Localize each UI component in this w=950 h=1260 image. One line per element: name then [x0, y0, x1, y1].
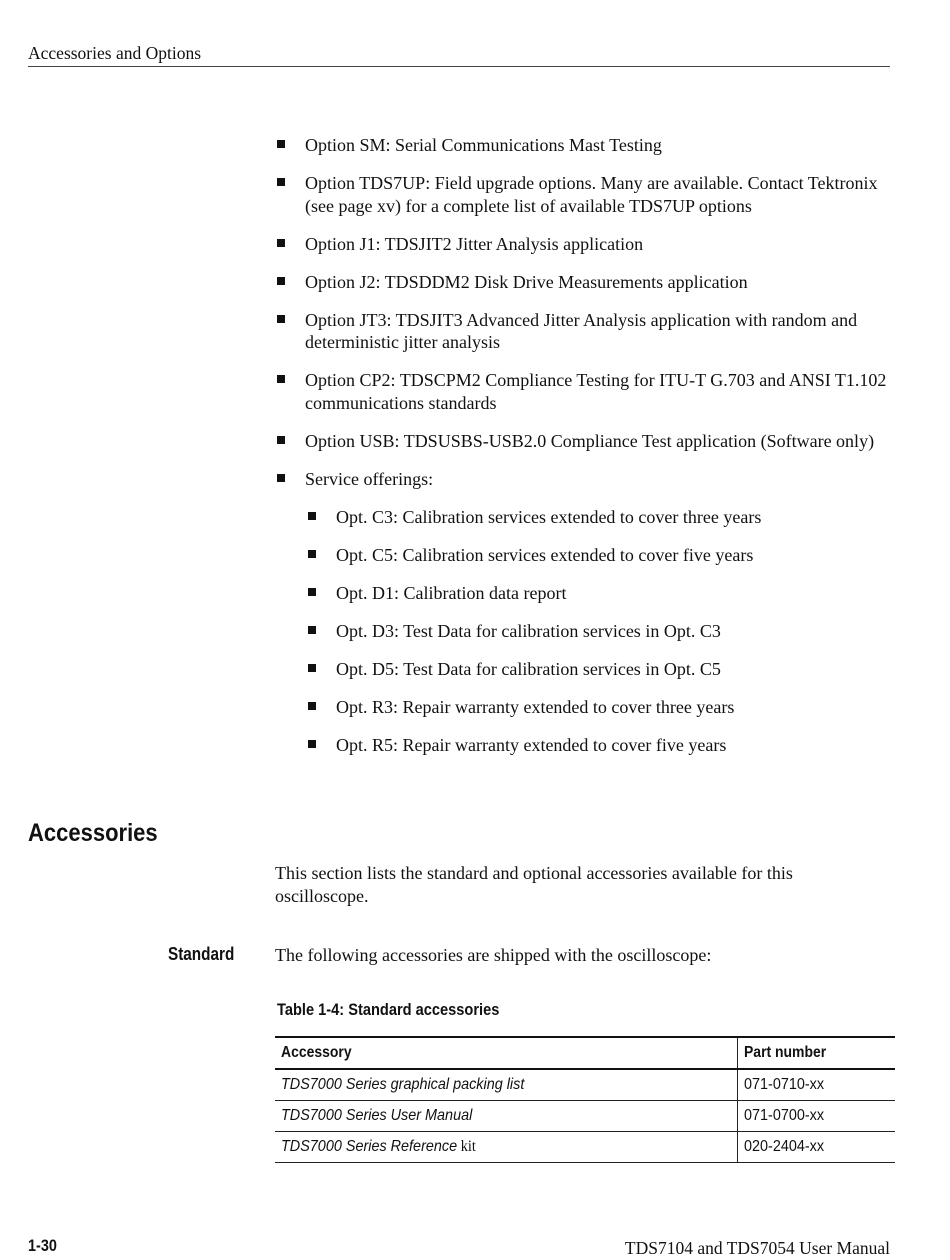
- bullet-square-icon: [277, 140, 285, 148]
- running-header: Accessories and Options: [28, 42, 890, 67]
- bullet-square-icon: [277, 474, 285, 482]
- bullet-square-icon: [308, 626, 316, 634]
- option-text: Option TDS7UP: Field upgrade options. Many are available. Contact Tektronix (see page xv) for a complete list of available TDS7UP options: [305, 173, 878, 216]
- subsection-heading-standard: Standard: [168, 944, 235, 964]
- service-text: Opt. R5: Repair warranty extended to cover five years: [336, 734, 727, 755]
- list-item: [276, 233, 896, 256]
- service-text: Opt. C3: Calibration services extended to cover three years: [336, 506, 762, 527]
- section-intro: This section lists the standard and optional accessories available for this oscilloscope.: [275, 863, 793, 906]
- service-offerings-list: [307, 506, 896, 757]
- bullet-square-icon: [277, 178, 285, 186]
- bullet-square-icon: [308, 664, 316, 672]
- list-item: [276, 134, 896, 157]
- list-item: [276, 430, 896, 453]
- list-item: [276, 369, 896, 414]
- accessory-cell: TDS7000 Series Reference kit: [275, 1132, 738, 1163]
- option-text: Option SM: Serial Communications Mast Testing: [305, 135, 662, 155]
- part-number-cell: 071-0710-xx: [738, 1069, 896, 1101]
- manual-title: TDS7104 and TDS7054 User Manual: [624, 1238, 890, 1258]
- service-text: Opt. D1: Calibration data report: [336, 582, 567, 603]
- list-item: [276, 309, 896, 354]
- table-row: [275, 1069, 895, 1101]
- option-text: Option CP2: TDSCPM2 Compliance Testing for ITU-T G.703 and ANSI T1.102 communications standards: [305, 370, 887, 413]
- table-header-row: [275, 1037, 895, 1069]
- list-item: [307, 734, 896, 757]
- bullet-square-icon: [277, 239, 285, 247]
- section-heading-accessories: Accessories: [28, 819, 158, 847]
- option-text: Service offerings:: [305, 468, 434, 489]
- bullet-square-icon: [308, 588, 316, 596]
- bullet-square-icon: [308, 740, 316, 748]
- accessory-cell: TDS7000 Series User Manual: [275, 1101, 738, 1132]
- page-number: 1-30: [28, 1236, 57, 1255]
- list-item: [307, 544, 896, 567]
- standard-accessories-table: [275, 1036, 895, 1163]
- list-item: [276, 172, 896, 217]
- list-item: [307, 696, 896, 719]
- column-header-accessory: Accessory: [275, 1037, 738, 1069]
- option-text: Option USB: TDSUSBS-USB2.0 Compliance Test application (Software only): [305, 430, 875, 451]
- table-caption: Table 1-4: Standard accessories: [277, 1000, 500, 1019]
- part-number-cell: 071-0700-xx: [738, 1101, 896, 1132]
- option-text: Option J2: TDSDDM2 Disk Drive Measurements application: [305, 271, 748, 292]
- bullet-square-icon: [277, 315, 285, 323]
- part-number-cell: 020-2404-xx: [738, 1132, 896, 1163]
- option-text: Option JT3: TDSJIT3 Advanced Jitter Analysis application with random and deterministic jitter analysis: [305, 309, 858, 352]
- bullet-square-icon: [277, 277, 285, 285]
- options-list: [276, 134, 896, 772]
- bullet-square-icon: [308, 702, 316, 710]
- standard-description: The following accessories are shipped with the oscilloscope:: [275, 945, 712, 965]
- service-text: Opt. C5: Calibration services extended to cover five years: [336, 544, 754, 565]
- service-text: Opt. D3: Test Data for calibration services in Opt. C3: [336, 620, 721, 641]
- table-row: [275, 1132, 895, 1163]
- bullet-square-icon: [277, 375, 285, 383]
- bullet-square-icon: [277, 436, 285, 444]
- service-text: Opt. R3: Repair warranty extended to cover three years: [336, 696, 735, 717]
- bullet-square-icon: [308, 550, 316, 558]
- table-row: [275, 1101, 895, 1132]
- service-text: Opt. D5: Test Data for calibration services in Opt. C5: [336, 658, 721, 679]
- list-item: [307, 620, 896, 643]
- option-text: Option J1: TDSJIT2 Jitter Analysis application: [305, 233, 644, 254]
- list-item: [307, 658, 896, 681]
- list-item: [307, 582, 896, 605]
- bullet-square-icon: [308, 512, 316, 520]
- column-header-part-number: Part number: [738, 1037, 896, 1069]
- list-item: [307, 506, 896, 529]
- accessory-cell: TDS7000 Series graphical packing list: [275, 1069, 738, 1101]
- list-item: [276, 468, 896, 757]
- list-item: [276, 271, 896, 294]
